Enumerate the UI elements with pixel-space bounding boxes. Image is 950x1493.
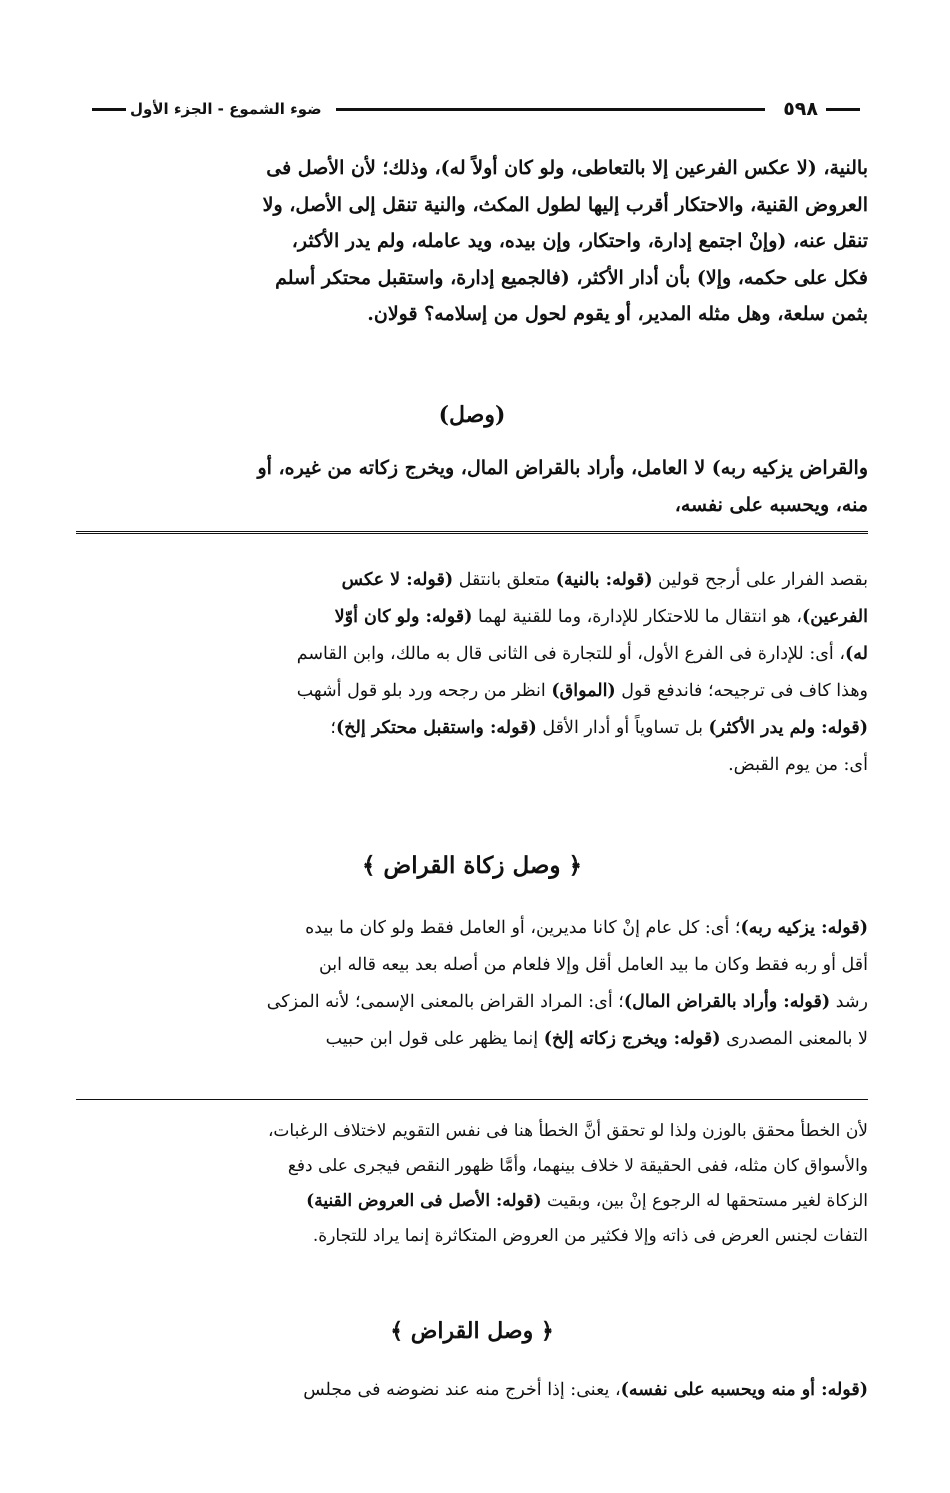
commentary-line: (قوله: أو منه ويحسبه على نفسه)، يعنى: إذا أخرج منه عند نضوضه فى مجلس — [303, 1380, 868, 1400]
commentary-line: والأسواق كان مثله، ففى الحقيقة لا خلاف بينهما، وأمَّا ظهور النقص فيجرى على دفع — [287, 1156, 868, 1176]
commentary-line: الفرعين)، هو انتقال ما للاحتكار للإدارة، وما للقنية لهما (قوله: ولو كان أوّلا — [334, 607, 868, 627]
running-title: ضوء الشموع - الجزء الأول — [130, 100, 322, 118]
commentary-heading-zakat-qirad: ﴿ وصل زكاة القراض ﴾ — [361, 852, 583, 879]
header-dash — [826, 108, 860, 111]
main-heading: (وصل) — [438, 402, 506, 428]
commentary-2 — [76, 910, 868, 1058]
commentary-line: أى: من يوم القبض. — [728, 755, 868, 775]
main-line: العروض القنية، والاحتكار أقرب إليها لطول المكث، والنية تنقل إلى الأصل، ولا — [262, 193, 868, 216]
commentary-3 — [76, 1114, 868, 1254]
page-number: ٥٩٨ — [783, 98, 818, 120]
main-line: والقراض يزكيه ربه) لا العامل، وأراد بالقراض المال، ويخرج زكاته من غيره، أو — [257, 457, 868, 479]
header-rule — [336, 108, 766, 111]
main-line: فكل على حكمه، وإلا) بأن أدار الأكثر، (فالجميع إدارة، واستقبل محتكر أسلم — [275, 266, 868, 289]
commentary-1 — [76, 562, 868, 784]
main-text-2 — [76, 450, 868, 523]
commentary-line: لأن الخطأ محقق بالوزن ولذا لو تحقق أنَّ الخطأ هنا فى نفس التقويم لاختلاف الرغبات، — [267, 1121, 868, 1141]
commentary-line: التفات لجنس العرض فى ذاته وإلا فكثير من العروض المتكاثرة إنما يراد للتجارة. — [312, 1226, 868, 1246]
separator-rule — [76, 531, 868, 534]
main-line: بالنية، (لا عكس الفرعين إلا بالتعاطى، ولو كان أولاً له)، وذلك؛ لأن الأصل فى — [266, 157, 868, 179]
footnote-rule — [76, 1099, 868, 1100]
commentary-line: (قوله: يزكيه ربه)؛ أى: كل عام إنْ كانا مديرين، أو العامل فقط ولو كان ما بيده — [305, 918, 868, 938]
main-line: تنقل عنه، (وإنْ اجتمع إدارة، واحتكار، وإن بيده، ويد عامله، ولم يدر الأكثر، — [291, 230, 868, 252]
main-line: منه، ويحسبه على نفسه، — [674, 493, 868, 516]
commentary-4 — [76, 1372, 868, 1409]
commentary-heading-qirad: ﴿ وصل القراض ﴾ — [390, 1318, 554, 1344]
header-dash — [92, 108, 126, 111]
commentary-line: بقصد الفرار على أرجح قولين (قوله: بالنية) متعلق بانتقل (قوله: لا عكس — [341, 570, 868, 590]
commentary-line: (قوله: ولم يدر الأكثر) بل تساوياً أو أدار الأقل (قوله: واستقبل محتكر إلخ)؛ — [330, 718, 868, 738]
commentary-line: لا بالمعنى المصدرى (قوله: ويخرج زكاته إلخ) إنما يظهر على قول ابن حبيب — [325, 1029, 868, 1049]
main-text — [76, 150, 868, 333]
commentary-line: وهذا كاف فى ترجيحه؛ فاندفع قول (المواق) انظر من رجحه ورد بلو قول أشهب — [296, 681, 868, 701]
main-line: بثمن سلعة، وهل مثله المدير، أو يقوم لحول من إسلامه؟ قولان. — [367, 303, 868, 325]
commentary-line: الزكاة لغير مستحقها له الرجوع إنْ بين، وبقيت (قوله: الأصل فى العروض القنية) — [306, 1191, 868, 1211]
commentary-line: أقل أو ربه فقط وكان ما بيد العامل أقل وإلا فلعام من أصله بعد بيعه قاله ابن — [318, 955, 868, 975]
page-header — [92, 96, 860, 122]
commentary-line: رشد (قوله: وأراد بالقراض المال)؛ أى: المراد القراض بالمعنى الإسمى؛ لأنه المزكى — [266, 992, 868, 1012]
commentary-line: له)، أى: للإدارة فى الفرع الأول، أو للتجارة فى الثانى قال به مالك، وابن القاسم — [296, 644, 868, 664]
